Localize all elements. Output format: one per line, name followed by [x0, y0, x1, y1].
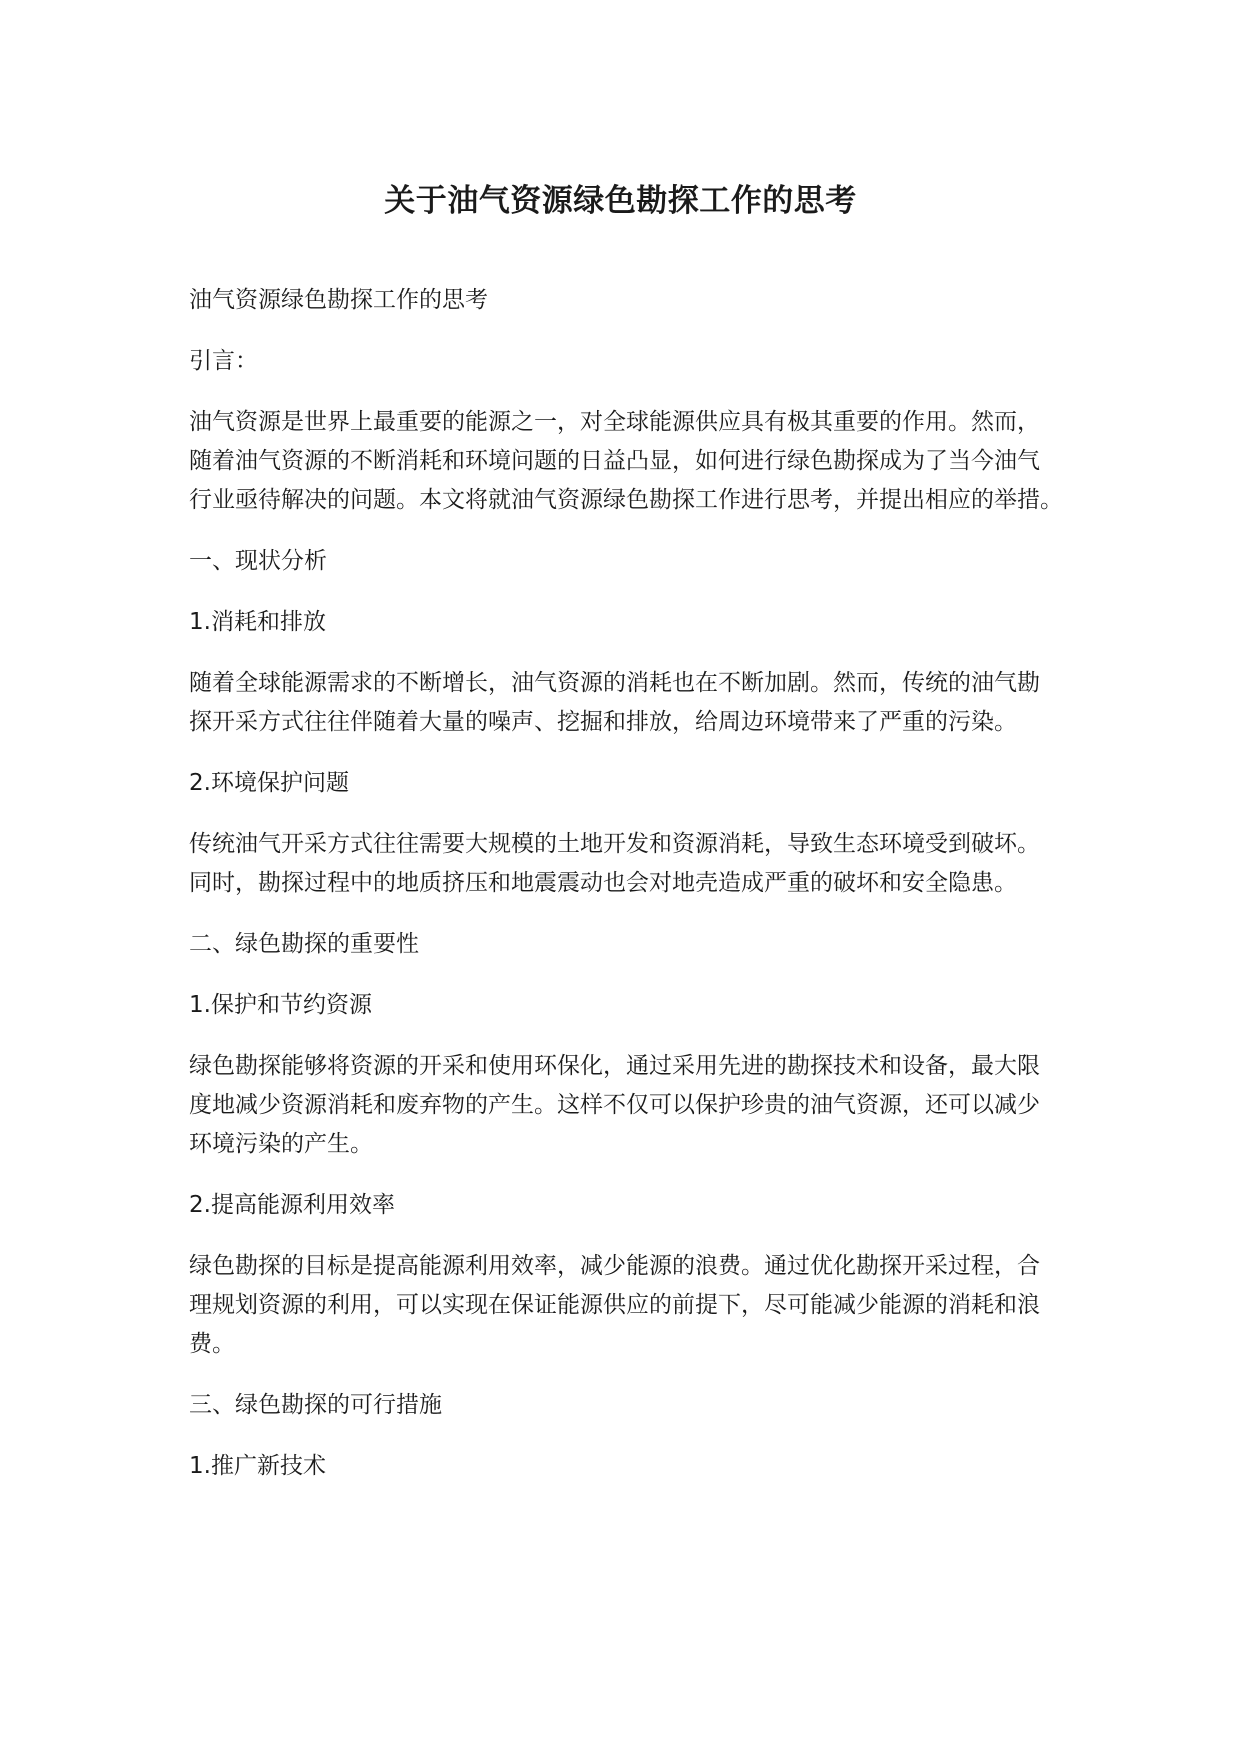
text-line: 油气资源是世界上最重要的能源之一，对全球能源供应具有极其重要的作用。然而，: [189, 409, 1040, 435]
document-title: 关于油气资源绿色勘探工作的思考: [384, 183, 857, 219]
paragraph: [189, 664, 1069, 742]
text-line: 理规划资源的利用，可以实现在保证能源供应的前提下，尽可能减少能源的消耗和浪: [189, 1292, 1040, 1318]
text-line: 一、现状分析: [189, 548, 327, 574]
text-line: 度地减少资源消耗和废弃物的产生。这样不仅可以保护珍贵的油气资源，还可以减少: [189, 1092, 1040, 1118]
paragraph: [189, 403, 1069, 520]
text-line: 2.环境保护问题: [189, 770, 349, 796]
text-line: 行业亟待解决的问题。本文将就油气资源绿色勘探工作进行思考，并提出相应的举措。: [189, 487, 1063, 513]
text-line: 绿色勘探的目标是提高能源利用效率，减少能源的浪费。通过优化勘探开采过程，合: [189, 1253, 1040, 1279]
text-line: 随着油气资源的不断消耗和环境问题的日益凸显，如何进行绿色勘探成为了当今油气: [189, 448, 1040, 474]
text-line: 1.消耗和排放: [189, 609, 326, 635]
section-heading: [189, 342, 1069, 381]
section-heading: [189, 603, 1069, 642]
text-line: 1.保护和节约资源: [189, 992, 372, 1018]
text-line: 同时，勘探过程中的地质挤压和地震震动也会对地壳造成严重的破坏和安全隐患。: [189, 870, 1017, 896]
section-heading: [189, 1186, 1069, 1225]
paragraph: [189, 825, 1069, 903]
text-line: 费。: [189, 1331, 235, 1357]
section-heading: [189, 764, 1069, 803]
section-heading: [189, 542, 1069, 581]
paragraph: [189, 1247, 1069, 1364]
section-heading: [189, 986, 1069, 1025]
text-line: 二、绿色勘探的重要性: [189, 931, 419, 957]
paragraph: [189, 1047, 1069, 1164]
section-heading: [189, 1386, 1069, 1425]
text-line: 随着全球能源需求的不断增长，油气资源的消耗也在不断加剧。然而，传统的油气勘: [189, 670, 1040, 696]
text-line: 探开采方式往往伴随着大量的噪声、挖掘和排放，给周边环境带来了严重的污染。: [189, 709, 1017, 735]
text-line: 传统油气开采方式往往需要大规模的土地开发和资源消耗，导致生态环境受到破坏。: [189, 831, 1040, 857]
text-line: 绿色勘探能够将资源的开采和使用环保化，通过采用先进的勘探技术和设备，最大限: [189, 1053, 1040, 1079]
text-line: 引言：: [189, 348, 258, 374]
text-line: 1.推广新技术: [189, 1453, 326, 1479]
text-line: 三、绿色勘探的可行措施: [189, 1392, 442, 1418]
section-heading: [189, 281, 1069, 320]
text-line: 2.提高能源利用效率: [189, 1192, 395, 1218]
section-heading: [189, 1447, 1069, 1486]
document-body: [189, 281, 1069, 1508]
section-heading: [189, 925, 1069, 964]
text-line: 油气资源绿色勘探工作的思考: [189, 287, 488, 313]
text-line: 环境污染的产生。: [189, 1131, 373, 1157]
